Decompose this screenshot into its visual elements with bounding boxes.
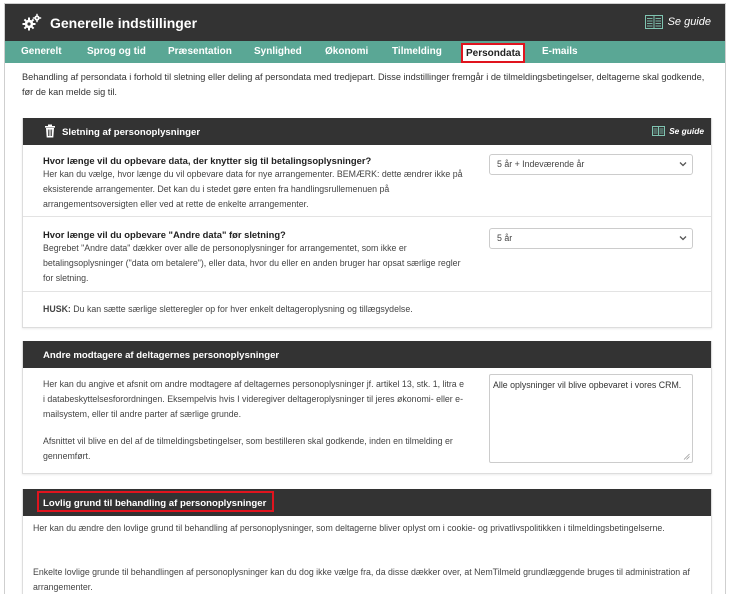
resize-grip-icon[interactable] bbox=[683, 453, 690, 460]
header-guide-link[interactable] bbox=[645, 15, 711, 29]
recipients-textarea-value: Alle oplysninger vil blive opbevaret i vores CRM. bbox=[493, 380, 682, 390]
tab-tilmelding[interactable]: Tilmelding bbox=[392, 46, 442, 57]
tab-sprog-og-tid[interactable]: Sprog og tid bbox=[87, 46, 146, 57]
deletion-guide-link[interactable] bbox=[652, 126, 704, 136]
title-bar bbox=[5, 4, 725, 41]
reminder-label: HUSK: bbox=[43, 304, 71, 314]
deletion-guide-label: Se guide bbox=[669, 126, 704, 136]
other-data-retention-select[interactable] bbox=[489, 228, 693, 249]
deletion-reminder bbox=[43, 302, 683, 317]
deletion-panel-title: Sletning af personoplysninger bbox=[62, 127, 201, 138]
tab-persondata[interactable]: Persondata bbox=[461, 43, 525, 63]
tab-oekonomi[interactable]: Økonomi bbox=[325, 46, 369, 57]
deletion-reminder-row bbox=[23, 292, 711, 327]
intro-text: Behandling af persondata i forhold til sletning eller deling af persondata med tredjepart. Disse indstillinger fremgår i de tilmeldingsbetingelser, deltagerne skal godkende, før de kan melde sig til. bbox=[22, 72, 705, 97]
recipients-help: Her kan du angive et afsnit om andre modtagere af deltagernes personoplysninger jf. artikel 13, stk. 1, litra e i databeskyttelsesforordningen. Eksempelvis hvis I videregiver deltageroplysninger til jeres økonomi- eller e-mailsystem, eller til andre parter af særlige grunde. bbox=[43, 379, 465, 419]
other-data-retention-question: Hvor længe vil du opbevare "Andre data" før sletning? bbox=[43, 229, 286, 240]
page-title: Generelle indstillinger bbox=[50, 15, 198, 31]
chevron-down-icon bbox=[679, 160, 687, 168]
payment-retention-select[interactable] bbox=[489, 154, 693, 175]
trash-icon bbox=[44, 124, 56, 138]
recipients-panel-title: Andre modtagere af deltagernes personoplysninger bbox=[43, 350, 280, 361]
tab-emails[interactable]: E-mails bbox=[542, 46, 578, 57]
tab-bar bbox=[5, 41, 725, 63]
settings-window bbox=[4, 3, 726, 594]
highlight-box bbox=[37, 491, 274, 512]
tab-praesentation[interactable]: Præsentation bbox=[168, 46, 232, 57]
other-data-retention-value: 5 år bbox=[497, 233, 513, 243]
payment-retention-help: Her kan du vælge, hvor længe du vil opbevare data for nye arrangementer. BEMÆRK: dette ændrer ikke på eksisterende arrangementer. Det kan du i stedet gøre enten fra handlingsrullemenuen på arrangementsoversigten eller ved at rette de enkelte arrangementer. bbox=[43, 169, 463, 209]
payment-retention-question: Hvor længe vil du opbevare data, der knytter sig til betalingsoplysninger? bbox=[43, 155, 372, 166]
chevron-down-icon bbox=[679, 234, 687, 242]
guide-book-icon bbox=[645, 15, 663, 29]
lawful-basis-fixed-note: Enkelte lovlige grunde til behandlingen af personoplysninger kan du dog ikke vælge fra, da disse dækker over, at NemTilmeld grundlæggende bruges til administration af arrangementer. bbox=[33, 567, 690, 592]
lawful-basis-panel bbox=[22, 489, 712, 594]
lawful-basis-panel-title: Lovlig grund til behandling af personoplysninger bbox=[43, 498, 267, 509]
deletion-panel-header bbox=[23, 118, 711, 145]
reminder-text: Du kan sætte særlige sletteregler op for hver enkelt deltageroplysning og tillægsydelse. bbox=[70, 304, 413, 314]
recipients-panel bbox=[22, 341, 712, 474]
gears-icon bbox=[22, 13, 42, 31]
payment-retention-row bbox=[23, 145, 711, 217]
other-data-retention-row bbox=[23, 217, 711, 292]
recipients-terms-note: Afsnittet vil blive en del af de tilmeldingsbetingelser, som bestilleren skal godkende, inden en tilmelding er gennemført. bbox=[43, 436, 453, 461]
guide-book-icon bbox=[652, 126, 665, 136]
header-guide-label: Se guide bbox=[667, 16, 711, 28]
lawful-basis-help: Her kan du ændre den lovlige grund til behandling af personoplysninger, som deltagerne bliver oplyst om i cookie- og privatlivspolitikken i tilmeldingsbetingelserne. bbox=[33, 523, 665, 533]
deletion-panel bbox=[22, 118, 712, 328]
recipients-panel-header bbox=[23, 341, 711, 368]
recipients-textarea[interactable] bbox=[489, 374, 693, 463]
lawful-basis-panel-header bbox=[23, 489, 711, 516]
tab-generelt[interactable]: Generelt bbox=[21, 46, 62, 57]
tab-synlighed[interactable]: Synlighed bbox=[254, 46, 302, 57]
other-data-retention-help: Begrebet "Andre data" dækker over alle de personoplysninger for arrangementet, som ikke er betalingsoplysninger ("data om betalere"), eller data, hvor du eller en anden bruger har opsat særlige regler for sletning. bbox=[43, 243, 461, 283]
payment-retention-value: 5 år + Indeværende år bbox=[497, 159, 585, 169]
